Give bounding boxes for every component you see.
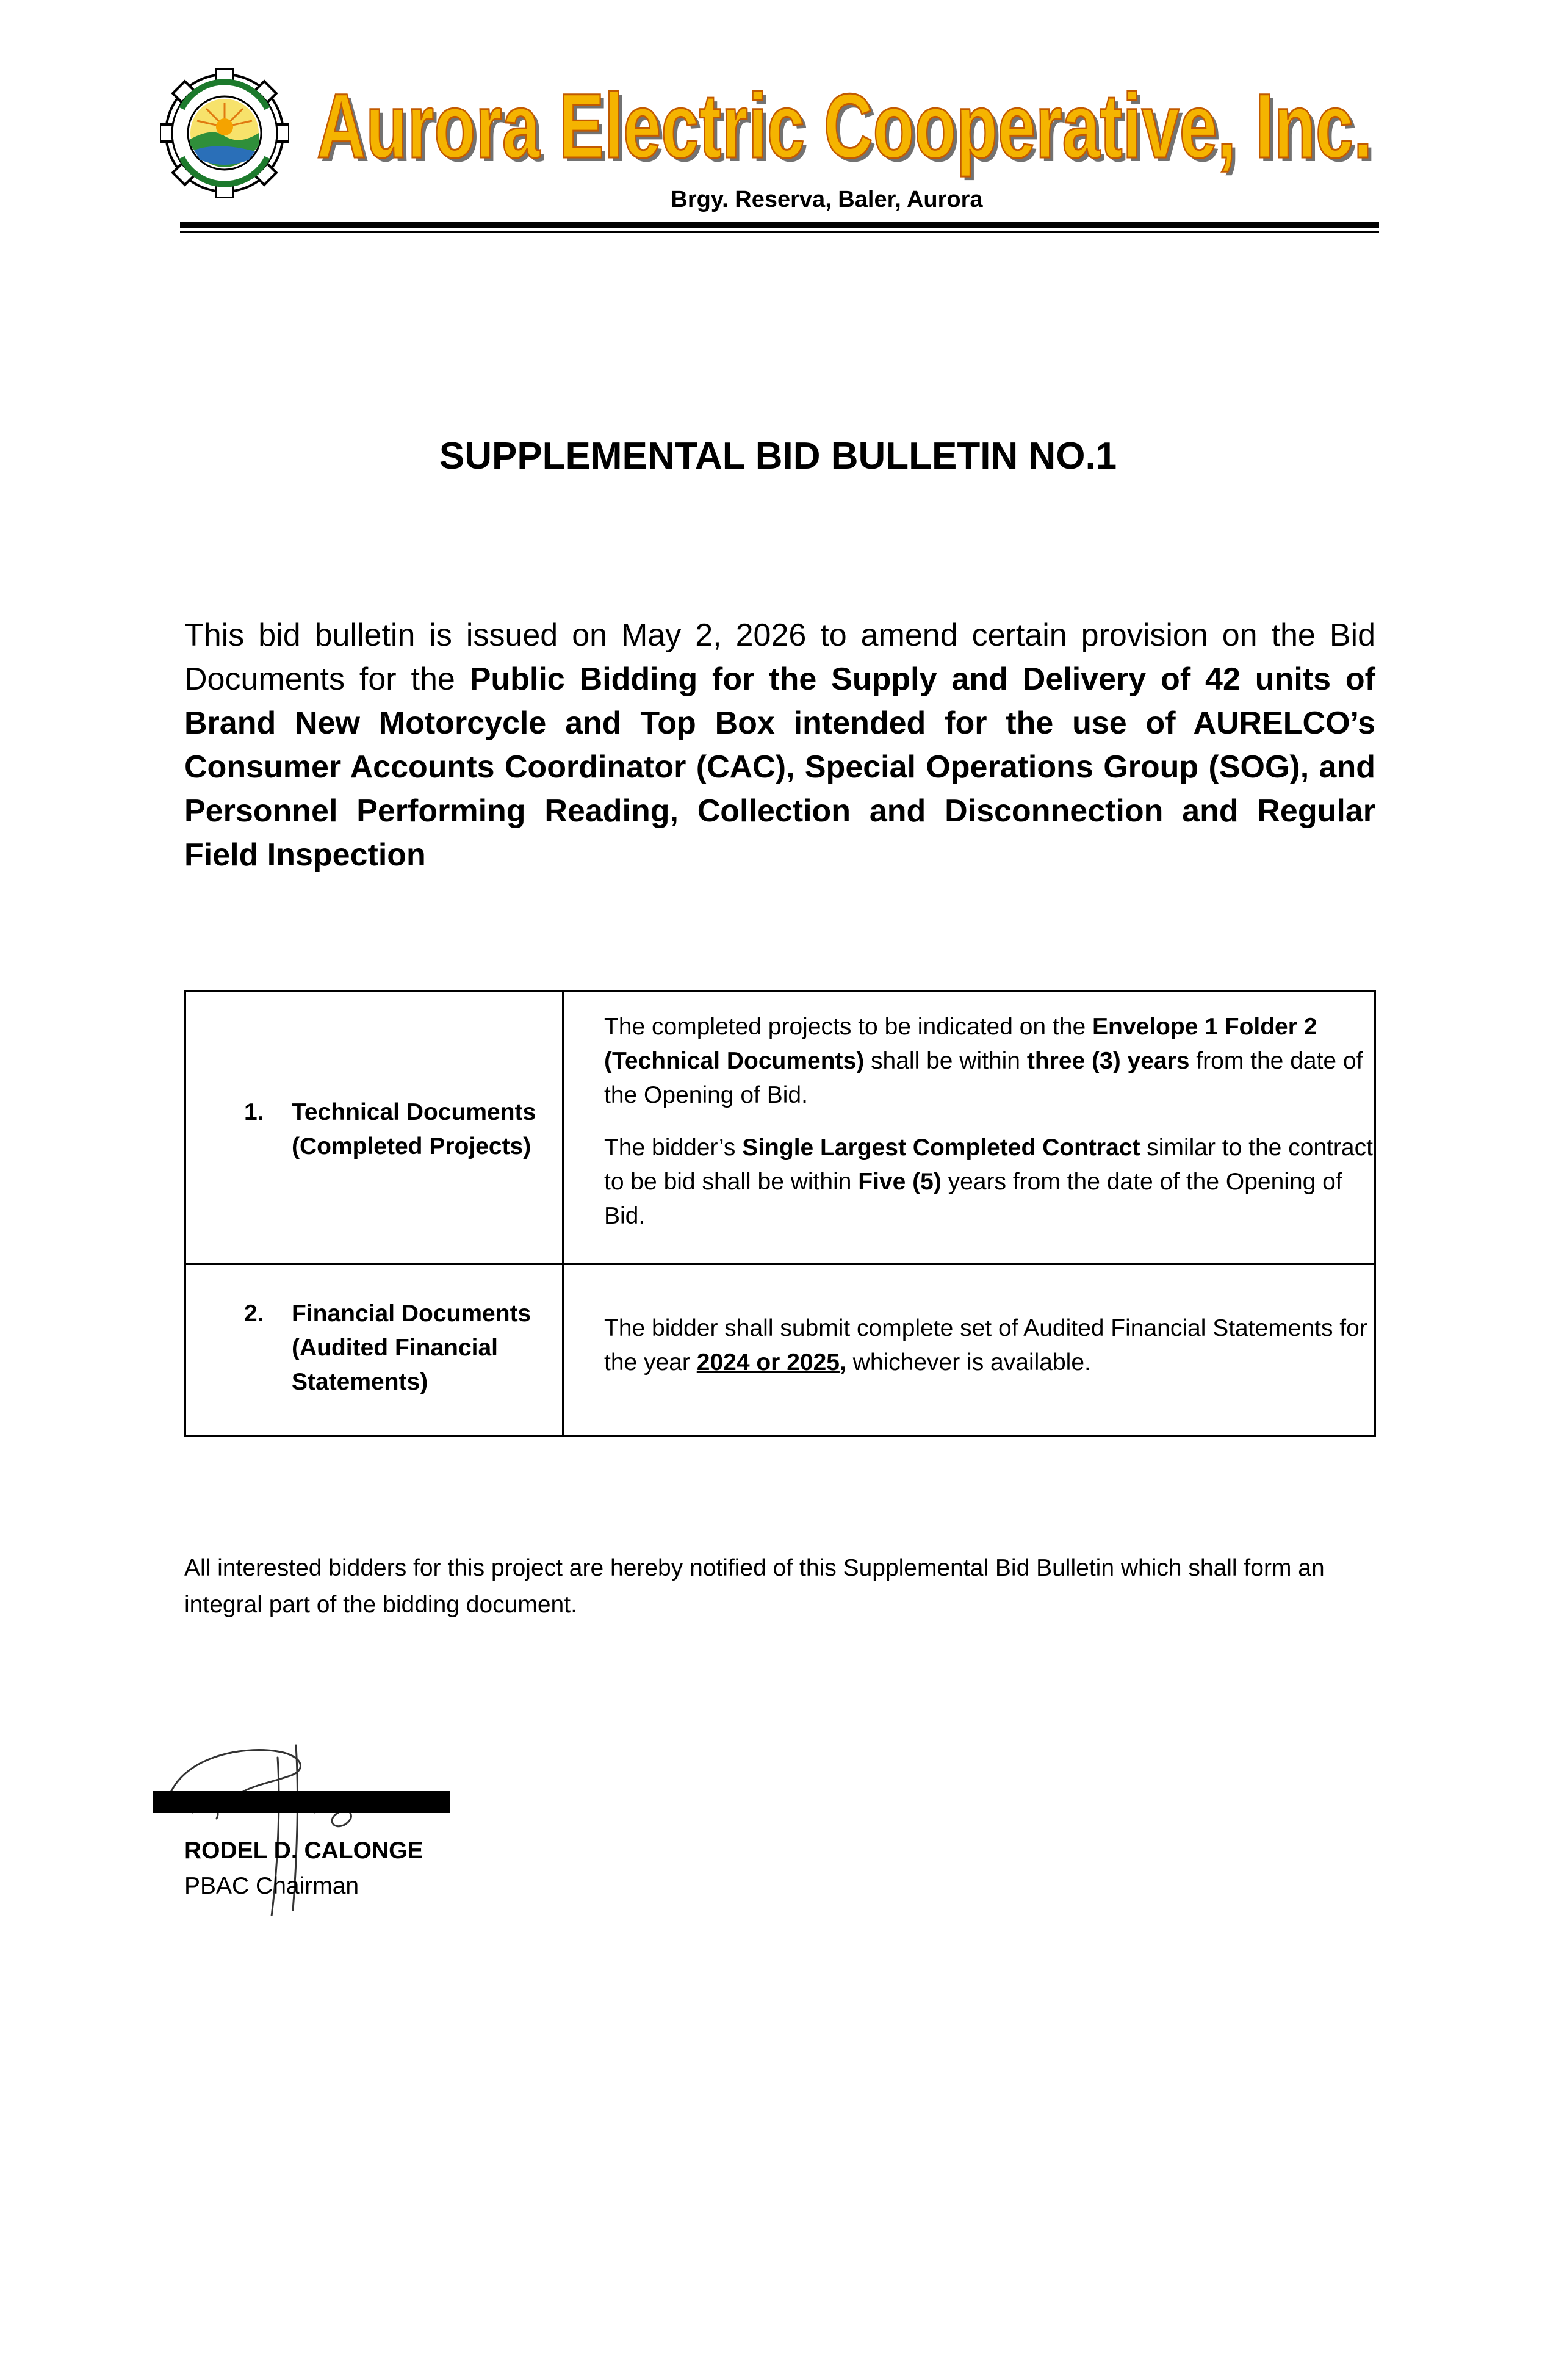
row-number: 1. xyxy=(244,1099,264,1125)
description-paragraph: The completed projects to be indicated on the Envelope 1 Folder 2 (Technical Documents) shall be within three (3) years from the date of the Opening of Bid. xyxy=(604,1014,1363,1108)
amendment-table xyxy=(184,990,1376,1437)
column-divider xyxy=(562,1265,564,1435)
description-paragraph: The bidder’s Single Largest Completed Contract similar to the contract to be bid shall be within Five (5) years from the date of the Opening of Bid. xyxy=(604,1134,1373,1229)
svg-text:Aurora Electric Cooperative, I: Aurora Electric Cooperative, Inc. xyxy=(320,78,1376,181)
organization-address: Brgy. Reserva, Baler, Aurora xyxy=(671,187,983,212)
row-number: 2. xyxy=(244,1300,264,1327)
organization-name-text: Aurora Electric Cooperative, Inc. xyxy=(317,78,1372,177)
signatory-name: RODEL D. CALONGE xyxy=(184,1837,423,1864)
row-label-text: Financial Documents (Audited Financial Statements) xyxy=(292,1300,531,1395)
table-row xyxy=(186,992,1374,1265)
intro-paragraph xyxy=(184,613,1375,877)
letterhead-divider-thin xyxy=(180,231,1379,233)
closing-paragraph: All interested bidders for this project are hereby notified of this Supplemental Bid Bulletin which shall form an integral part of the bidding document. xyxy=(184,1555,1325,1618)
signatory-role: PBAC Chairman xyxy=(184,1873,359,1899)
row-label-text: Technical Documents (Completed Projects) xyxy=(292,1099,536,1159)
letterhead-divider xyxy=(180,222,1379,228)
description-paragraph: The bidder shall submit complete set of Audited Financial Statements for the year 2024 or 2025, whichever is available. xyxy=(604,1315,1367,1376)
redaction-bar xyxy=(153,1791,450,1813)
document-title: SUPPLEMENTAL BID BULLETIN NO.1 xyxy=(439,435,1117,477)
gear-seal-icon xyxy=(160,68,289,198)
row-description xyxy=(598,1311,1374,1380)
table-row xyxy=(186,1265,1374,1435)
column-divider xyxy=(562,992,564,1263)
row-description xyxy=(598,1010,1374,1233)
intro-project-title: Public Bidding for the Supply and Delivery of 42 units of Brand New Motorcycle and Top Box intended for the use of AURELCO’s Consumer Accounts Coordinator (CAC), Special Operations Group (SOG), and Personnel Performing Reading, Collection and Disconnection and Regular Field Inspection xyxy=(184,662,1375,873)
organization-name xyxy=(314,78,1376,182)
intro-lead: This bid bulletin is issued on May 2, 2026 to amend certain provision on the Bid Documents for the xyxy=(184,618,1375,697)
